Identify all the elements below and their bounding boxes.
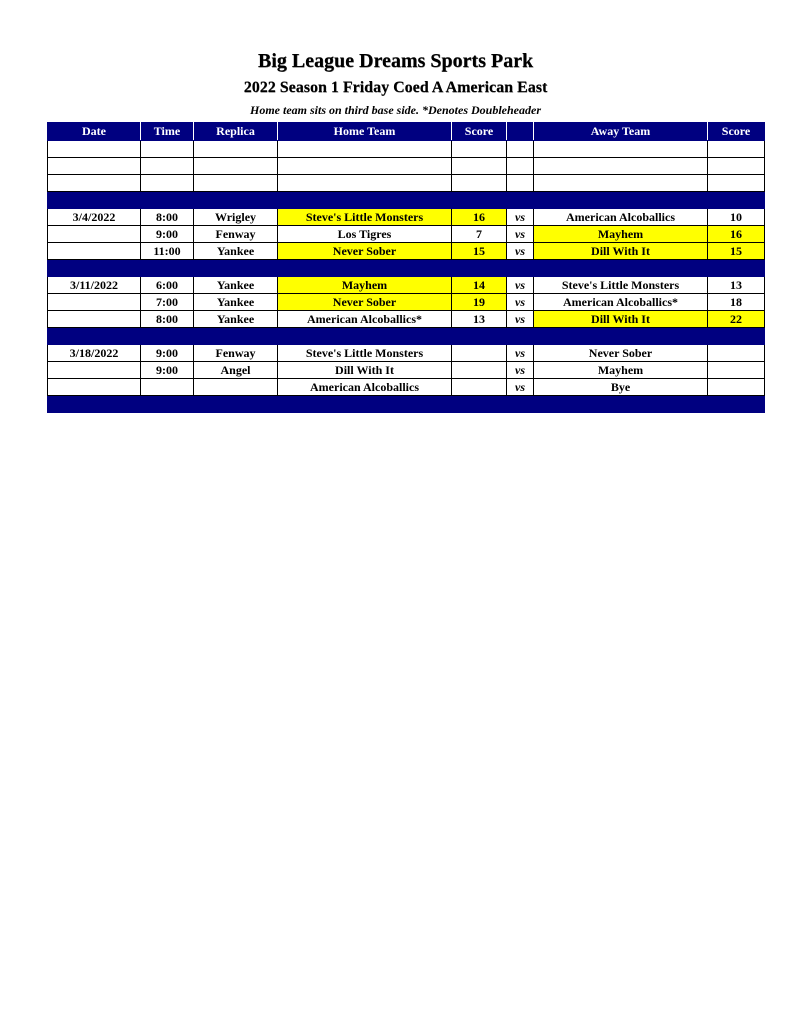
away-team: American Alcoballics* xyxy=(534,294,708,311)
game-time: 9:00 xyxy=(141,362,194,379)
away-score: 22 xyxy=(708,311,765,328)
schedule-note: Home team sits on third base side. *Denotes Doubleheader xyxy=(250,103,541,117)
away-team: Mayhem xyxy=(534,362,708,379)
col-replica: Replica xyxy=(194,123,278,141)
away-score: 18 xyxy=(708,294,765,311)
game-date xyxy=(48,226,141,243)
game-replica: Yankee xyxy=(194,294,278,311)
game-date xyxy=(48,379,141,396)
home-team: Dill With It xyxy=(278,362,452,379)
col-home-score: Score xyxy=(452,123,507,141)
away-team: Mayhem xyxy=(534,226,708,243)
away-score: 16 xyxy=(708,226,765,243)
vs-label: vs xyxy=(507,311,534,328)
game-replica: Wrigley xyxy=(194,209,278,226)
game-date xyxy=(48,311,141,328)
vs-label: vs xyxy=(507,277,534,294)
away-score: 10 xyxy=(708,209,765,226)
home-score: 14 xyxy=(452,277,507,294)
home-score xyxy=(452,345,507,362)
home-score: 13 xyxy=(452,311,507,328)
game-replica: Angel xyxy=(194,362,278,379)
vs-label: vs xyxy=(507,294,534,311)
game-time: 9:00 xyxy=(141,345,194,362)
home-team: Never Sober xyxy=(278,243,452,260)
game-time: 8:00 xyxy=(141,209,194,226)
header-row xyxy=(48,123,765,141)
game-date: 3/4/2022 xyxy=(48,209,141,226)
table-row xyxy=(48,226,765,243)
away-team: Never Sober xyxy=(534,345,708,362)
game-time: 7:00 xyxy=(141,294,194,311)
game-date: 3/11/2022 xyxy=(48,277,141,294)
table-row xyxy=(48,277,765,294)
col-date: Date xyxy=(48,123,141,141)
separator-row xyxy=(48,192,765,209)
table-row xyxy=(48,294,765,311)
away-team: Bye xyxy=(534,379,708,396)
home-score: 7 xyxy=(452,226,507,243)
blank-row xyxy=(48,158,765,175)
separator-row xyxy=(48,260,765,277)
home-score xyxy=(452,379,507,396)
home-team: Mayhem xyxy=(278,277,452,294)
home-score xyxy=(452,362,507,379)
vs-label: vs xyxy=(507,209,534,226)
page-title: Big League Dreams Sports Park xyxy=(257,50,534,72)
game-replica: Fenway xyxy=(194,226,278,243)
game-replica: Yankee xyxy=(194,277,278,294)
col-time: Time xyxy=(141,123,194,141)
col-home-team: Home Team xyxy=(278,123,452,141)
game-time xyxy=(141,379,194,396)
table-row xyxy=(48,345,765,362)
game-replica: Yankee xyxy=(194,311,278,328)
game-date xyxy=(48,362,141,379)
table-row xyxy=(48,379,765,396)
away-score xyxy=(708,362,765,379)
blank-row xyxy=(48,175,765,192)
away-team: Dill With It xyxy=(534,243,708,260)
page-subtitle: 2022 Season 1 Friday Coed A American East xyxy=(243,79,548,96)
vs-label: vs xyxy=(507,243,534,260)
home-team: Never Sober xyxy=(278,294,452,311)
blank-row xyxy=(48,141,765,158)
game-date xyxy=(48,243,141,260)
away-team: Dill With It xyxy=(534,311,708,328)
game-time: 6:00 xyxy=(141,277,194,294)
home-team: American Alcoballics* xyxy=(278,311,452,328)
col-away-team: Away Team xyxy=(534,123,708,141)
home-team: Steve's Little Monsters xyxy=(278,209,452,226)
table-row xyxy=(48,209,765,226)
game-time: 11:00 xyxy=(141,243,194,260)
away-score: 13 xyxy=(708,277,765,294)
table-row xyxy=(48,243,765,260)
table-row xyxy=(48,311,765,328)
home-team: Los Tigres xyxy=(278,226,452,243)
separator-row xyxy=(48,328,765,345)
home-team: Steve's Little Monsters xyxy=(278,345,452,362)
game-date xyxy=(48,294,141,311)
vs-label: vs xyxy=(507,226,534,243)
vs-label: vs xyxy=(507,379,534,396)
away-score xyxy=(708,345,765,362)
vs-label: vs xyxy=(507,362,534,379)
separator-row xyxy=(48,396,765,413)
home-score: 16 xyxy=(452,209,507,226)
game-replica xyxy=(194,379,278,396)
away-team: American Alcoballics xyxy=(534,209,708,226)
game-time: 8:00 xyxy=(141,311,194,328)
vs-label: vs xyxy=(507,345,534,362)
away-score xyxy=(708,379,765,396)
table-row xyxy=(48,362,765,379)
home-score: 15 xyxy=(452,243,507,260)
game-replica: Fenway xyxy=(194,345,278,362)
away-team: Steve's Little Monsters xyxy=(534,277,708,294)
col-vs xyxy=(507,123,534,141)
game-date: 3/18/2022 xyxy=(48,345,141,362)
home-score: 19 xyxy=(452,294,507,311)
game-replica: Yankee xyxy=(194,243,278,260)
away-score: 15 xyxy=(708,243,765,260)
schedule-table xyxy=(47,122,765,413)
col-away-score: Score xyxy=(708,123,765,141)
home-team: American Alcoballics xyxy=(278,379,452,396)
game-time: 9:00 xyxy=(141,226,194,243)
